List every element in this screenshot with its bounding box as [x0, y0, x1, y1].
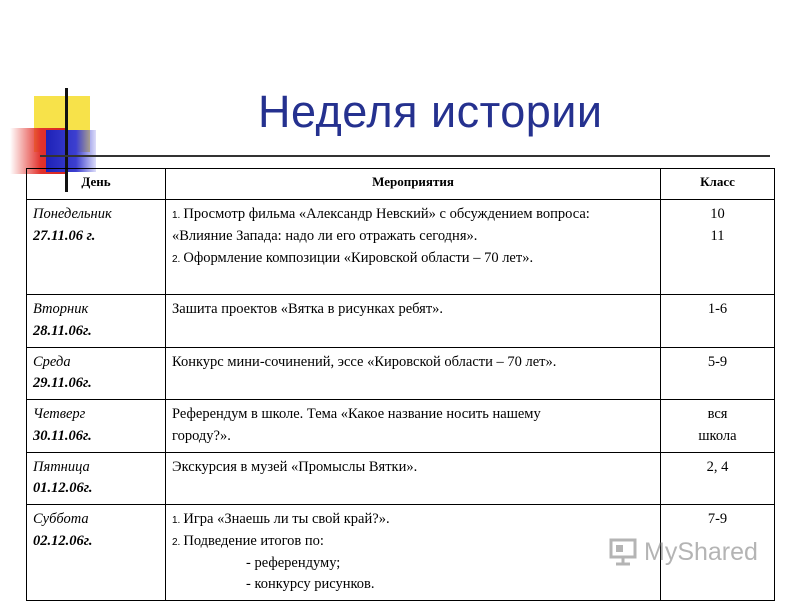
- table-header-row: [27, 169, 775, 200]
- class-cell: [661, 400, 775, 453]
- day-name: Вторник: [33, 301, 89, 317]
- activity-text: Экскурсия в музей «Промыслы Вятки».: [172, 458, 418, 475]
- table-row: [27, 400, 775, 453]
- activity-text: городу?».: [172, 427, 231, 444]
- class-value: 10: [710, 206, 725, 222]
- class-cell: [661, 452, 775, 505]
- activity-item: [172, 248, 654, 270]
- day-cell: [27, 200, 166, 295]
- activities-cell: [166, 400, 661, 453]
- watermark-text: MyShared: [644, 537, 758, 566]
- class-value: школа: [698, 427, 737, 444]
- activity-text: Зашита проектов «Вятка в рисунках ребят».: [172, 301, 444, 317]
- day-name: Суббота: [33, 511, 89, 527]
- class-value: 11: [710, 227, 725, 244]
- day-cell: [27, 347, 166, 400]
- activity-text: Оформление композиции «Кировской области – 70 лет».: [183, 249, 534, 266]
- day-name: Четверг: [33, 406, 86, 422]
- decor-blue-square: [46, 130, 96, 172]
- activity-subitem: - конкурсу рисунков.: [246, 576, 375, 593]
- activity-item: [172, 226, 654, 248]
- class-cell: [661, 295, 775, 348]
- activity-item: [172, 509, 654, 531]
- day-date: 02.12.06г.: [33, 532, 93, 549]
- watermark: [608, 536, 758, 568]
- item-number: 1.: [172, 210, 181, 221]
- day-name: Понедельник: [33, 206, 112, 222]
- activity-item: [172, 531, 654, 553]
- activity-text: Конкурс мини-сочинений, эссе «Кировской области – 70 лет».: [172, 353, 557, 370]
- day-date: 28.11.06г.: [33, 322, 92, 339]
- table-row: [27, 347, 775, 400]
- activity-item: [172, 204, 654, 226]
- header-day: День: [27, 169, 166, 200]
- class-value: 1-6: [707, 301, 728, 317]
- activities-cell: [166, 347, 661, 400]
- activities-cell: [166, 505, 661, 601]
- class-cell: [661, 347, 775, 400]
- activities-cell: [166, 295, 661, 348]
- page-title: Неделя истории: [258, 86, 603, 137]
- activity-text: Подведение итогов по:: [183, 532, 324, 549]
- item-number: 2.: [172, 536, 181, 548]
- day-cell: [27, 452, 166, 505]
- activity-text: Референдум в школе. Тема «Какое название носить нашему: [172, 406, 541, 422]
- item-number: 1.: [172, 515, 181, 526]
- table-row: [27, 452, 775, 505]
- day-name: Среда: [33, 353, 71, 370]
- class-value: 2, 4: [706, 458, 729, 475]
- day-cell: [27, 295, 166, 348]
- activity-subitem: - референдуму;: [246, 554, 341, 571]
- table-row: [27, 295, 775, 348]
- day-date: 29.11.06г.: [33, 375, 92, 392]
- class-value: вся: [707, 406, 728, 422]
- day-date: 01.12.06г.: [33, 480, 93, 497]
- class-value: 5-9: [707, 353, 728, 370]
- day-date: 27.11.06 г.: [33, 227, 96, 244]
- day-cell: [27, 505, 166, 601]
- day-name: Пятница: [33, 458, 90, 475]
- activity-text: «Влияние Запада: надо ли его отражать сегодня».: [172, 227, 478, 244]
- activities-cell: [166, 200, 661, 295]
- day-cell: [27, 400, 166, 453]
- activities-cell: [166, 452, 661, 505]
- header-class: Класс: [661, 169, 775, 200]
- day-date: 30.11.06г.: [33, 427, 92, 444]
- item-number: 2.: [172, 253, 181, 265]
- presentation-board-icon: [608, 537, 638, 567]
- table-row: [27, 200, 775, 295]
- activity-text: Просмотр фильма «Александр Невский» с обсуждением вопроса:: [183, 206, 590, 222]
- class-cell: [661, 200, 775, 295]
- activity-text: Игра «Знаешь ли ты свой край?».: [183, 511, 390, 527]
- decor-horizontal-line: [40, 155, 770, 157]
- class-value: 7-9: [707, 511, 728, 527]
- header-activities: Мероприятия: [166, 169, 661, 200]
